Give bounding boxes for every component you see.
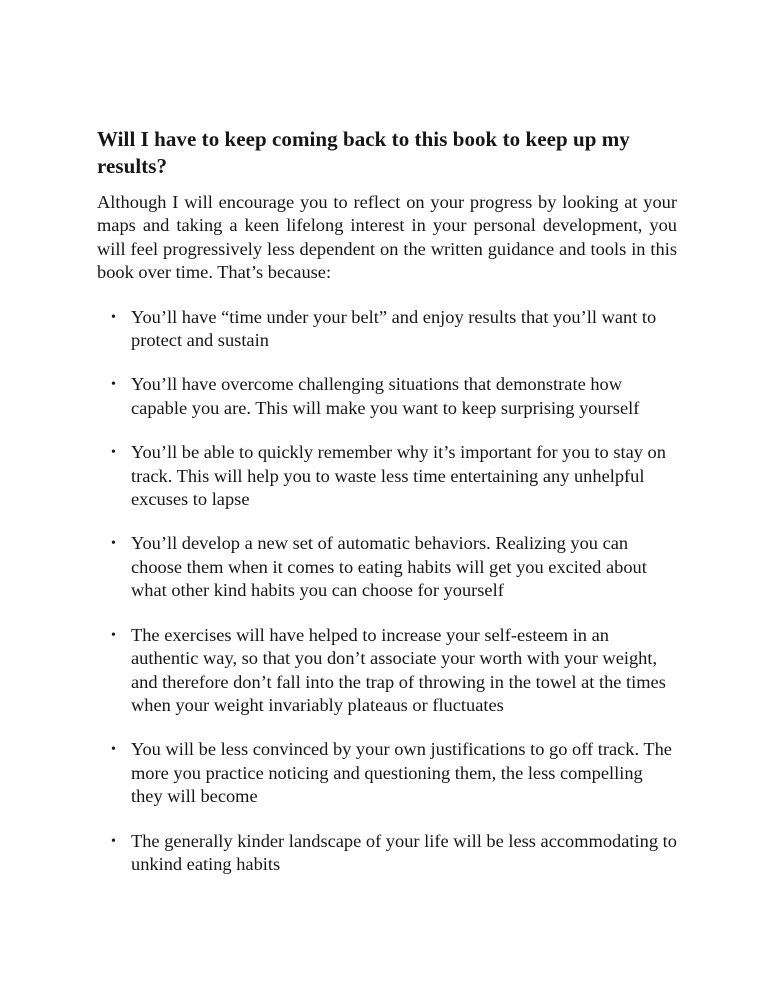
bullet-text: You will be less convinced by your own justifications to go off track. The more you practice noticing and questioning them, the less compelling they will become — [131, 739, 672, 807]
bullet-text: You’ll be able to quickly remember why it’s important for you to stay on track. This will help you to waste less time entertaining any unhelpful excuses to lapse — [131, 442, 666, 510]
bullet-dot-icon: • — [111, 627, 116, 643]
bullet-item — [97, 738, 677, 808]
bullet-dot-icon: • — [111, 445, 116, 461]
intro-paragraph: Although I will encourage you to reflect on your progress by looking at your maps and taking a keen lifelong interest in your personal development, you will feel progressively less dependent on the written guidance and tools in this book over time. That’s because: — [97, 192, 677, 283]
bullet-list — [97, 306, 677, 877]
bullet-item — [97, 373, 677, 420]
bullet-item — [97, 441, 677, 511]
bullet-dot-icon: • — [111, 309, 116, 325]
bullet-text: The generally kinder landscape of your life will be less accommodating to unkind eating habits — [131, 830, 677, 874]
bullet-dot-icon: • — [111, 377, 116, 393]
bullet-text: You’ll have “time under your belt” and enjoy results that you’ll want to protect and sustain — [131, 306, 657, 351]
document-page — [97, 126, 677, 897]
bullet-dot-icon: • — [111, 742, 116, 758]
bullet-item — [97, 624, 677, 718]
section-heading: Will I have to keep coming back to this book to keep up my results? — [97, 127, 630, 178]
bullet-text: The exercises will have helped to increase your self-esteem in an authentic way, so that you don’t associate your worth with your weight, and therefore don’t fall into the trap of throwing in the towel at the times when your weight invariably plateaus or fluctuates — [131, 624, 666, 715]
bullet-text: You’ll have overcome challenging situations that demonstrate how capable you are. This will make you want to keep surprising yourself — [131, 374, 640, 418]
bullet-text: You’ll develop a new set of automatic behaviors. Realizing you can choose them when it comes to eating habits will get you excited about what other kind habits you can choose for yourself — [131, 533, 647, 601]
bullet-dot-icon: • — [111, 536, 116, 552]
bullet-dot-icon: • — [111, 833, 116, 849]
bullet-item — [97, 532, 677, 602]
bullet-item — [97, 830, 677, 877]
bullet-item — [97, 306, 677, 353]
